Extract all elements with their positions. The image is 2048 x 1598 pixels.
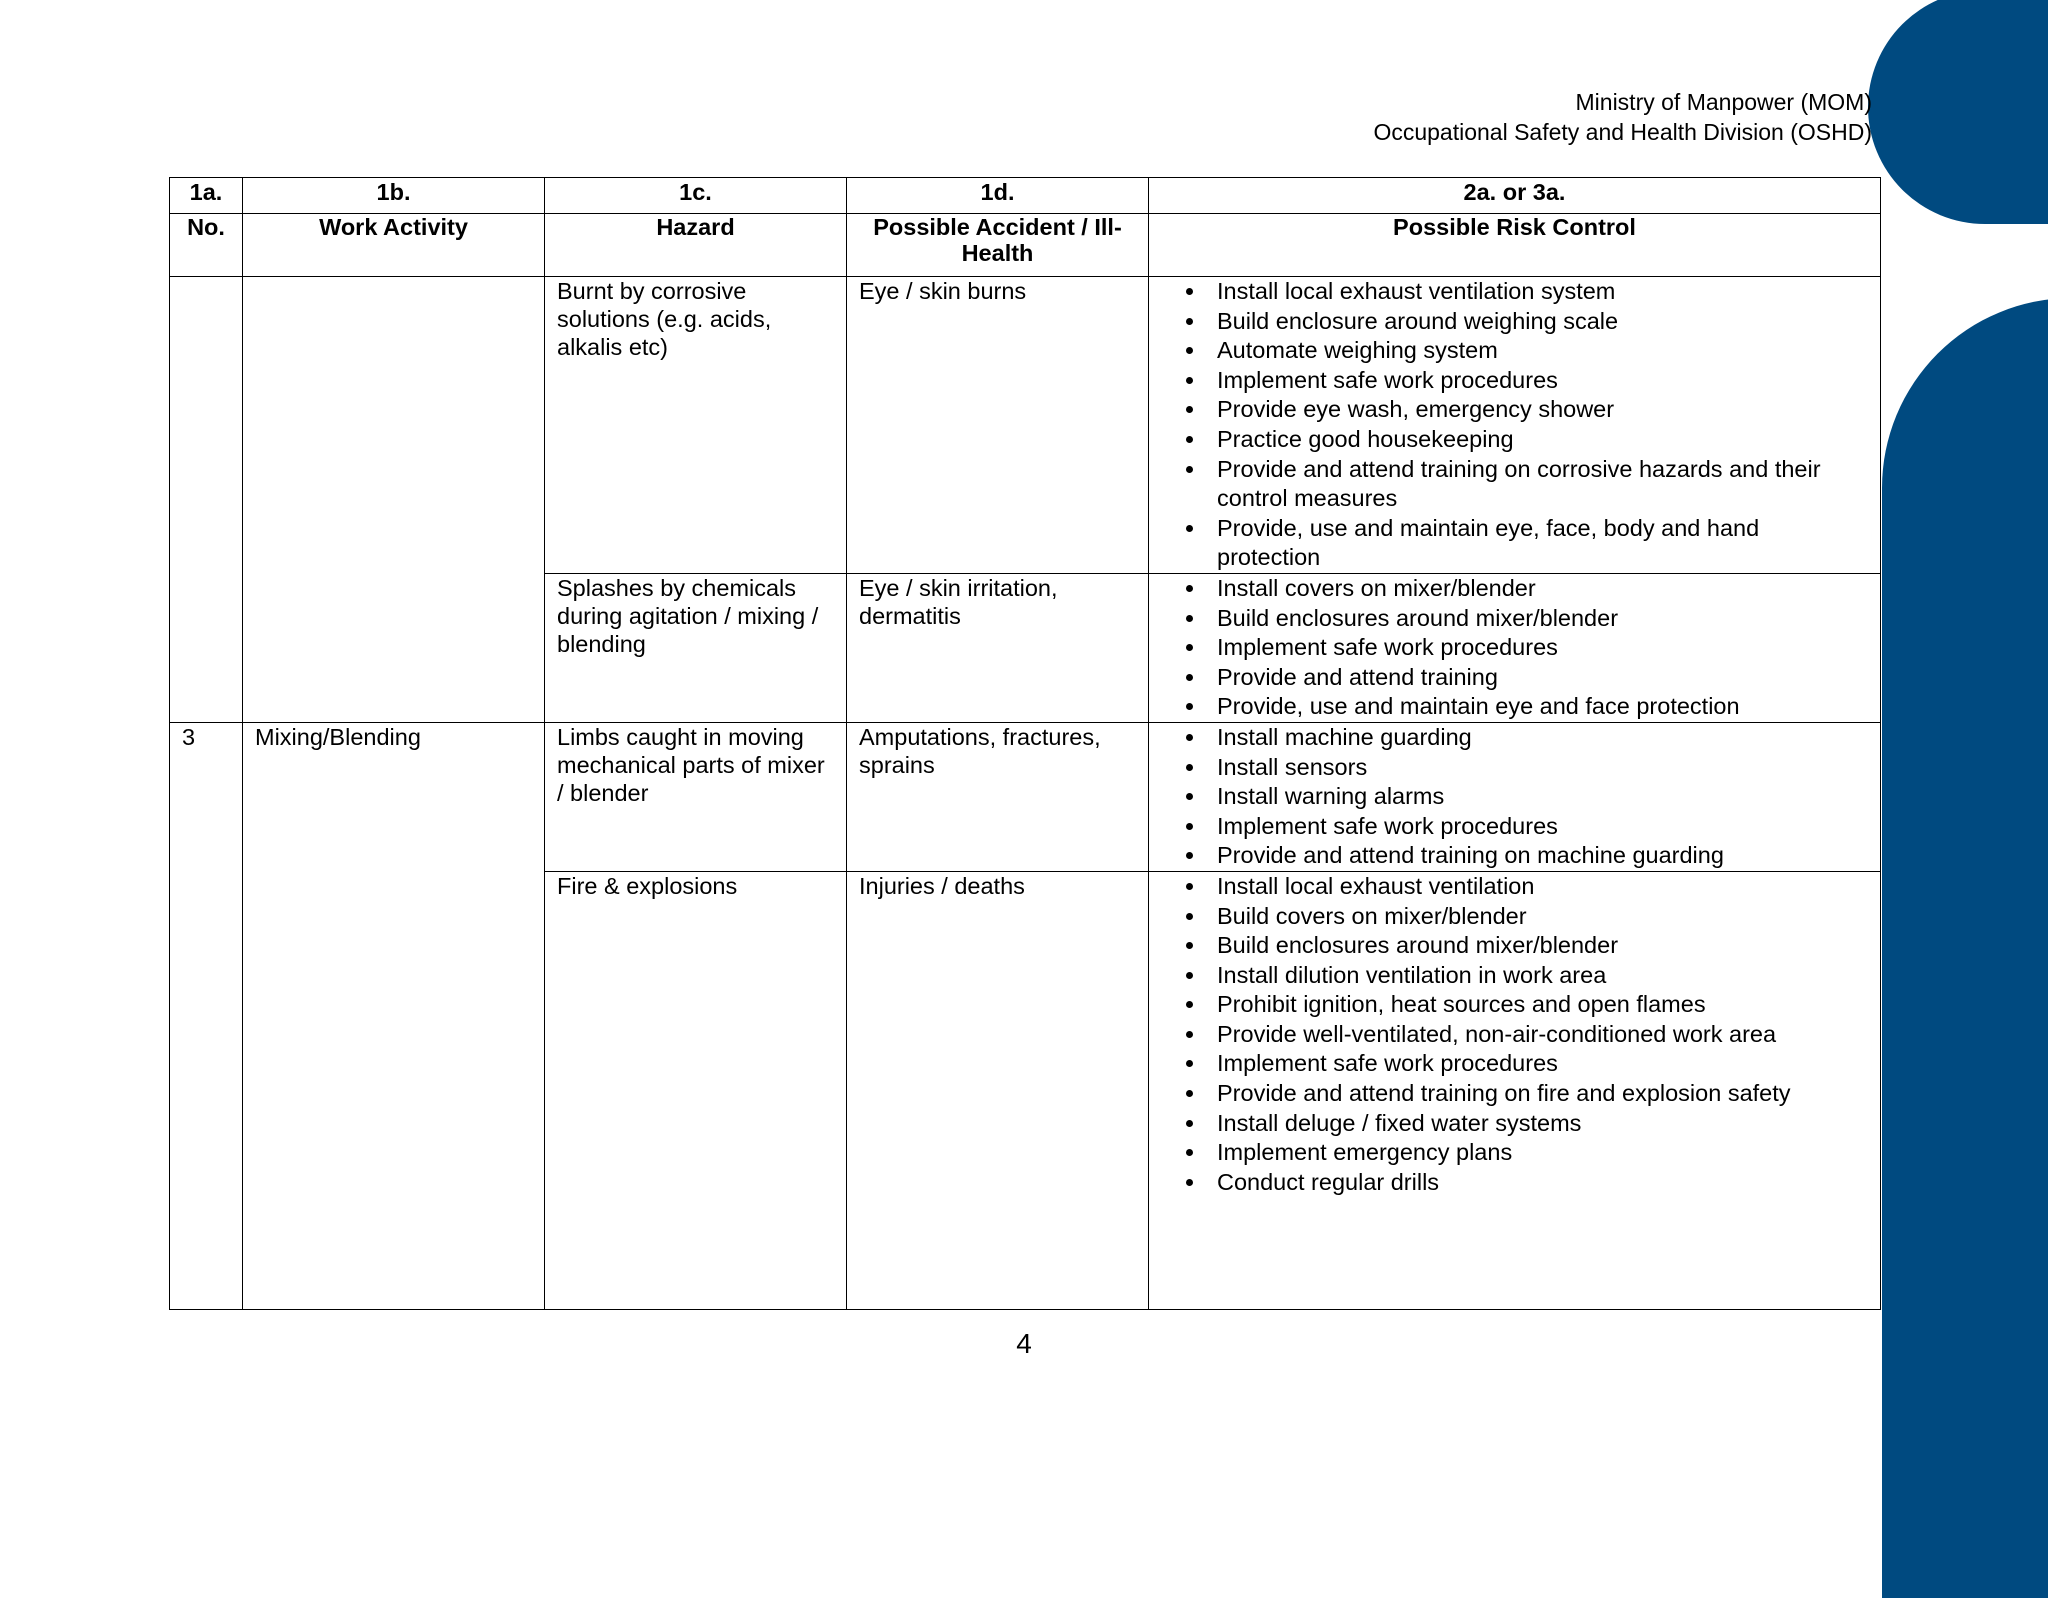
list-item: • Implement safe work procedures [1207,366,1868,396]
list-item: • Install machine guarding [1207,723,1868,753]
list-item: • Install local exhaust ventilation [1207,872,1868,902]
control-cell [1149,871,1881,1309]
list-item: • Provide and attend training on corrosive hazards and their control measures [1207,455,1868,514]
col-header-accident: Possible Accident / Ill-Health [847,214,1149,277]
header-ministry: Ministry of Manpower (MOM) [1575,89,1872,115]
control-cell [1149,277,1881,574]
list-item: • Implement safe work procedures [1207,812,1868,842]
hazard-cell: Fire & explosions [545,871,847,1309]
col-code-hazard: 1c. [545,178,847,214]
col-code-activity: 1b. [243,178,545,214]
list-item: • Provide eye wash, emergency shower [1207,395,1868,425]
control-cell [1149,573,1881,722]
col-code-no: 1a. [170,178,243,214]
list-item: • Install local exhaust ventilation system [1207,277,1868,307]
activity-number: 3 [170,722,243,1309]
document-header [1373,87,1872,147]
risk-assessment-table [169,177,1881,1310]
activity-name: Mixing/Blending [243,722,545,1309]
list-item: • Build covers on mixer/blender [1207,902,1868,932]
table-row [170,277,1881,574]
col-header-no: No. [170,214,243,277]
list-item: • Implement safe work procedures [1207,1049,1868,1079]
col-code-accident: 1d. [847,178,1149,214]
hazard-cell: Limbs caught in moving mechanical parts of mixer / blender [545,722,847,871]
list-item: • Build enclosure around weighing scale [1207,307,1868,337]
list-item: • Build enclosures around mixer/blender [1207,604,1868,634]
accident-cell: Eye / skin irritation, dermatitis [847,573,1149,722]
list-item: • Practice good housekeeping [1207,425,1868,455]
empty-no-cell [170,277,243,723]
control-cell [1149,722,1881,871]
control-list [1161,723,1868,871]
list-item: • Install covers on mixer/blender [1207,574,1868,604]
accident-cell: Injuries / deaths [847,871,1149,1309]
col-header-activity: Work Activity [243,214,545,277]
list-item: • Provide well-ventilated, non-air-conditioned work area [1207,1020,1868,1050]
decorative-blue-circle [1868,0,2048,224]
list-item: • Prohibit ignition, heat sources and open flames [1207,990,1868,1020]
column-header-row [170,214,1881,277]
hazard-cell: Burnt by corrosive solutions (e.g. acids, alkalis etc) [545,277,847,574]
accident-cell: Amputations, fractures, sprains [847,722,1149,871]
control-list [1161,872,1868,1198]
col-header-control: Possible Risk Control [1149,214,1881,277]
accident-cell: Eye / skin burns [847,277,1149,574]
control-list [1161,574,1868,722]
header-division: Occupational Safety and Health Division (OSHD) [1373,119,1872,145]
page-number: 4 [1016,1328,1032,1359]
list-item: • Implement safe work procedures [1207,633,1868,663]
list-item: • Install deluge / fixed water systems [1207,1109,1868,1139]
list-item: • Install sensors [1207,753,1868,783]
list-item: • Provide, use and maintain eye, face, body and hand protection [1207,514,1868,573]
hazard-cell: Splashes by chemicals during agitation / mixing / blending [545,573,847,722]
decorative-blue-side-band [1882,298,2048,1598]
list-item: • Provide and attend training [1207,663,1868,693]
list-item: • Install warning alarms [1207,782,1868,812]
list-item: • Build enclosures around mixer/blender [1207,931,1868,961]
empty-activity-cell [243,277,545,723]
col-code-control: 2a. or 3a. [1149,178,1881,214]
column-code-row [170,178,1881,214]
list-item: • Provide and attend training on machine guarding [1207,841,1868,871]
list-item: • Install dilution ventilation in work area [1207,961,1868,991]
list-item: • Conduct regular drills [1207,1168,1868,1198]
table-row [170,722,1881,871]
col-header-hazard: Hazard [545,214,847,277]
list-item: • Provide and attend training on fire and explosion safety [1207,1079,1868,1109]
list-item: • Provide, use and maintain eye and face protection [1207,692,1868,722]
control-list [1161,277,1868,573]
list-item: • Automate weighing system [1207,336,1868,366]
list-item: • Implement emergency plans [1207,1138,1868,1168]
